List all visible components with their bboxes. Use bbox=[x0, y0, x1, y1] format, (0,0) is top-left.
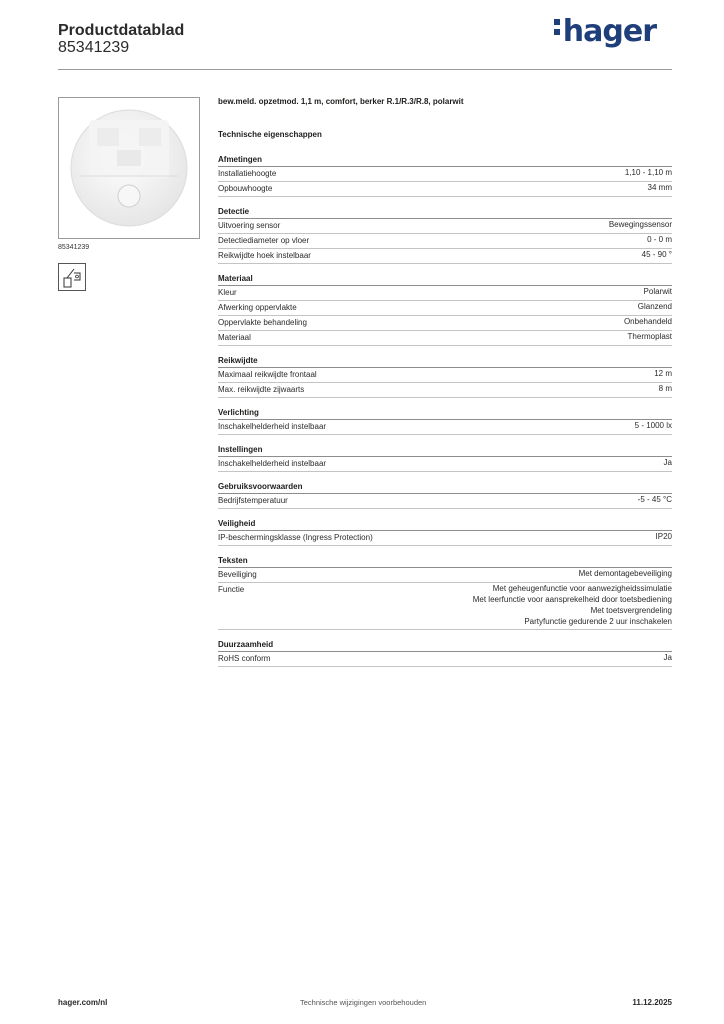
spec-row bbox=[218, 234, 672, 249]
section-heading: Verlichting bbox=[218, 406, 672, 420]
spec-value-line: Bewegingssensor bbox=[608, 220, 672, 229]
spec-label: Kleur bbox=[218, 288, 237, 297]
spec-value-line: 8 m bbox=[658, 384, 672, 393]
spec-row bbox=[218, 383, 672, 398]
spec-row bbox=[218, 331, 672, 346]
spec-label: RoHS conform bbox=[218, 654, 271, 663]
spec-value bbox=[642, 249, 672, 263]
spec-value bbox=[638, 494, 672, 508]
spec-section bbox=[218, 205, 672, 264]
spec-label: Inschakelhelderheid instelbaar bbox=[218, 422, 327, 431]
image-caption: 85341239 bbox=[58, 244, 90, 251]
logo-text: hager bbox=[562, 14, 656, 49]
spec-value-line: Met toetsvergrendeling bbox=[590, 606, 672, 615]
spec-row bbox=[218, 583, 672, 630]
spec-content bbox=[218, 97, 672, 675]
spec-row bbox=[218, 286, 672, 301]
spec-value-line: 5 - 1000 lx bbox=[634, 421, 672, 430]
spec-section bbox=[218, 153, 672, 197]
spec-value-line: Polarwit bbox=[643, 287, 672, 296]
spec-value-line: 45 - 90 ° bbox=[641, 250, 672, 259]
spec-value bbox=[635, 420, 672, 434]
spec-label: Beveiliging bbox=[218, 570, 257, 579]
spec-value bbox=[625, 167, 672, 181]
spec-row bbox=[218, 457, 672, 472]
spec-label: IP-beschermingsklasse (Ingress Protection) bbox=[218, 533, 373, 542]
spec-row bbox=[218, 494, 672, 509]
spec-section bbox=[218, 517, 672, 546]
section-heading: Afmetingen bbox=[218, 153, 672, 167]
header-product-number: 85341239 bbox=[58, 39, 130, 56]
spec-value bbox=[659, 383, 672, 397]
spec-row bbox=[218, 568, 672, 583]
spec-value-line: Onbehandeld bbox=[623, 317, 672, 326]
spec-value bbox=[628, 331, 672, 345]
spec-section bbox=[218, 554, 672, 630]
spec-value-line: IP20 bbox=[655, 532, 672, 541]
spec-value-line: 12 m bbox=[654, 369, 672, 378]
spec-label: Uitvoering sensor bbox=[218, 221, 281, 230]
spec-label: Installatiehoogte bbox=[218, 169, 277, 178]
product-title: bew.meld. opzetmod. 1,1 m, comfort, berker R.1/R.3/R.8, polarwit bbox=[218, 97, 464, 106]
hager-logo bbox=[554, 14, 656, 49]
spec-row bbox=[218, 420, 672, 435]
spec-label: Materiaal bbox=[218, 333, 251, 342]
spec-label: Detectiediameter op vloer bbox=[218, 236, 310, 245]
spec-value-line: Met leerfunctie voor aansprekelheid door toetsbediening bbox=[472, 595, 672, 604]
spec-value-line: Ja bbox=[663, 458, 672, 467]
spec-value bbox=[644, 286, 672, 300]
spec-row bbox=[218, 316, 672, 331]
spec-value bbox=[638, 301, 672, 315]
logo-dots-icon bbox=[554, 15, 561, 39]
spec-label: Bedrijfstemperatuur bbox=[218, 496, 288, 505]
spec-row bbox=[218, 652, 672, 667]
section-heading: Duurzaamheid bbox=[218, 638, 672, 652]
section-heading: Teksten bbox=[218, 554, 672, 568]
spec-value-line: -5 - 45 °C bbox=[637, 495, 672, 504]
header-divider bbox=[58, 69, 672, 70]
spec-label: Functie bbox=[218, 585, 245, 594]
spec-label: Max. reikwijdte zijwaarts bbox=[218, 385, 305, 394]
section-heading: Veiligheid bbox=[218, 517, 672, 531]
installation-symbol-icon bbox=[58, 263, 86, 291]
spec-label: Opbouwhoogte bbox=[218, 184, 273, 193]
section-heading: Gebruiksvoorwaarden bbox=[218, 480, 672, 494]
spec-section bbox=[218, 406, 672, 435]
spec-value-line: Ja bbox=[663, 653, 672, 662]
spec-row bbox=[218, 219, 672, 234]
spec-value bbox=[654, 368, 672, 382]
spec-row bbox=[218, 249, 672, 264]
section-heading: Reikwijdte bbox=[218, 354, 672, 368]
spec-value-line: Thermoplast bbox=[627, 332, 672, 341]
spec-label: Oppervlakte behandeling bbox=[218, 318, 307, 327]
spec-label: Afwerking oppervlakte bbox=[218, 303, 297, 312]
spec-label: Inschakelhelderheid instelbaar bbox=[218, 459, 327, 468]
section-heading: Detectie bbox=[218, 205, 672, 219]
spec-row bbox=[218, 531, 672, 546]
footer-notice: Technische wijzigingen voorbehouden bbox=[300, 998, 427, 1007]
spec-row bbox=[218, 301, 672, 316]
spec-value bbox=[473, 583, 672, 627]
spec-row bbox=[218, 167, 672, 182]
product-image bbox=[58, 97, 200, 239]
section-heading: Materiaal bbox=[218, 272, 672, 286]
spec-value bbox=[624, 316, 672, 330]
spec-section bbox=[218, 480, 672, 509]
header-title: Productdatablad bbox=[58, 22, 185, 39]
spec-value-line: Met geheugenfunctie voor aanwezigheidssimulatie bbox=[492, 584, 672, 593]
spec-row bbox=[218, 182, 672, 197]
spec-value-line: Met demontagebeveiliging bbox=[578, 569, 672, 578]
spec-section bbox=[218, 638, 672, 667]
spec-value-line: 1,10 - 1,10 m bbox=[624, 168, 672, 177]
footer-date: 11.12.2025 bbox=[632, 998, 672, 1007]
footer-website: hager.com/nl bbox=[58, 998, 108, 1007]
spec-value-line: 0 - 0 m bbox=[647, 235, 672, 244]
spec-value bbox=[648, 182, 672, 196]
spec-value bbox=[664, 652, 672, 666]
spec-value bbox=[647, 234, 672, 248]
spec-value bbox=[664, 457, 672, 471]
spec-value bbox=[609, 219, 672, 233]
spec-row bbox=[218, 368, 672, 383]
tech-properties-title: Technische eigenschappen bbox=[218, 130, 322, 139]
spec-section bbox=[218, 354, 672, 398]
section-heading: Instellingen bbox=[218, 443, 672, 457]
spec-value bbox=[579, 568, 672, 582]
spec-value-line: 34 mm bbox=[647, 183, 672, 192]
spec-sections bbox=[218, 153, 672, 667]
spec-label: Maximaal reikwijdte frontaal bbox=[218, 370, 317, 379]
spec-value bbox=[656, 531, 672, 545]
spec-section bbox=[218, 443, 672, 472]
spec-label: Reikwijdte hoek instelbaar bbox=[218, 251, 311, 260]
spec-value-line: Partyfunctie gedurende 2 uur inschakelen bbox=[524, 617, 672, 626]
spec-section bbox=[218, 272, 672, 346]
spec-value-line: Glanzend bbox=[637, 302, 672, 311]
